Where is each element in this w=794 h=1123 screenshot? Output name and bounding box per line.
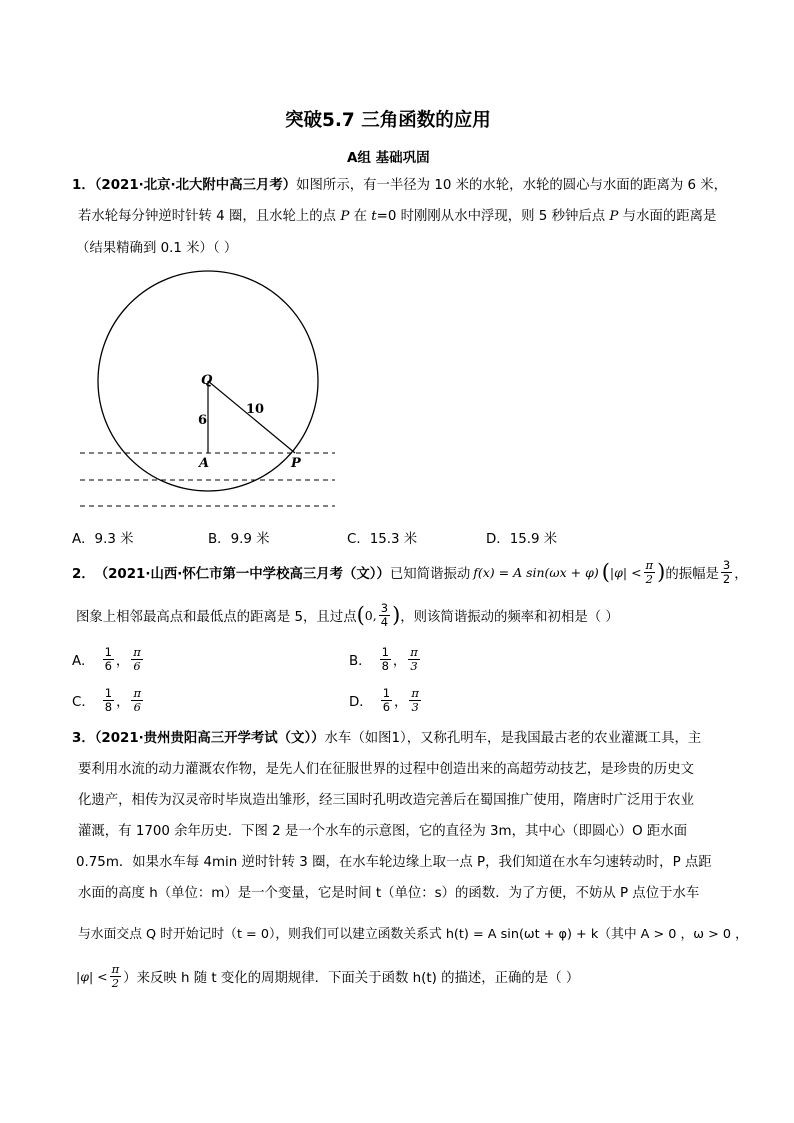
q2-line2	[76, 598, 619, 632]
q3-pi-over-2: $\frac{\pi}{2}$	[111, 961, 120, 990]
q3-number: 3．	[72, 731, 95, 746]
q3-line7: 与水面交点 Q 时开始记时（t = 0），则我们可以建立函数关系式 h(t) = A sin(ωt + φ) + k（其中 A > 0 ，ω > 0 ，	[78, 927, 748, 942]
q3-condition: |φ| <	[76, 968, 108, 984]
label-ten: 10	[246, 402, 265, 417]
q1-source: （2021·北京·北大附中高三月考）	[94, 178, 297, 193]
label-a: A	[199, 456, 210, 471]
label-q: Q	[201, 373, 213, 388]
q1-option-d[interactable]: D．15.9 米	[486, 532, 558, 547]
q1-text-2d: 与水面的距离是	[618, 209, 717, 224]
q3-line5: 0.75m．如果水车每 4min 逆时针转 3 圈，在水车轮边缘上取一点 P，我们知道在水车匀速转动时，P 点距	[76, 855, 712, 870]
q2-condition: |φ| <	[609, 564, 642, 580]
q2-paren-open: (	[601, 560, 610, 584]
q2-point-y: $\frac{3}{4}$	[380, 600, 389, 629]
q3-line1	[72, 729, 701, 749]
q1-line2	[78, 207, 716, 227]
q2-paren-close: )	[657, 560, 666, 584]
label-six: 6	[198, 413, 208, 428]
q1-option-b[interactable]: B．9.9 米	[208, 532, 270, 547]
q1-text-2b: 在	[349, 209, 372, 224]
q1-text-2a: 若水轮每分钟逆时针转 4 圈，且水轮上的点	[78, 209, 341, 224]
q2-intro: 已知简谐振动	[389, 566, 471, 582]
q1-var-p: P	[340, 209, 350, 224]
q2-text-2a: 图象上相邻最高点和最低点的距离是 5，且过点	[76, 609, 357, 625]
q1-option-c[interactable]: C．15.3 米	[347, 532, 418, 547]
q1-option-a[interactable]: A．9.3 米	[72, 532, 134, 547]
q2-pi-over-2: $\frac{\pi}{2}$	[645, 557, 654, 586]
q2-option-c[interactable]: C． $\frac{1}{8}$ ， $\frac{\pi}{6}$	[72, 685, 142, 714]
group-heading: A组 基础巩固	[347, 150, 430, 166]
q1-var-t: t	[371, 209, 377, 224]
q2-text-2b: ，则该简谐振动的频率和初相是（ ）	[400, 609, 619, 625]
page-title: 突破5.7 三角函数的应用	[285, 110, 491, 131]
q2-line1	[72, 555, 748, 589]
q3-line2: 要利用水流的动力灌溉农作物，是先人们在征服世界的过程中创造出来的高超劳动技艺，是珍贵的历史文	[78, 762, 694, 777]
q2-amplitude: $\frac{3}{2}$	[722, 557, 731, 586]
q2-comma: ，	[734, 566, 748, 582]
q1-number: 1．	[72, 178, 95, 193]
q3-line3: 化遗产，相传为汉灵帝时毕岚造出雏形，经三国时孔明改造完善后在蜀国推广使用，隋唐时广泛用于农业	[78, 793, 694, 808]
q2-option-b[interactable]: B． $\frac{1}{8}$ ， $\frac{\pi}{3}$	[349, 644, 418, 673]
q1-var-p2: P	[609, 209, 619, 224]
q1-text-2c: =0 时刚刚从水中浮现，则 5 秒钟后点	[376, 209, 610, 224]
q2-point-close: )	[392, 603, 401, 627]
q2-function: f(x) = A sin(ωx + φ)	[473, 564, 599, 580]
q2-option-d[interactable]: D． $\frac{1}{6}$ ， $\frac{\pi}{3}$	[349, 685, 419, 714]
waterwheel-figure	[70, 265, 350, 515]
q2-source: （2021·山西·怀仁市第一中学校高三月考（文））	[94, 566, 390, 582]
q1-line3: （结果精确到 0.1 米）（ ）	[76, 241, 238, 256]
q2-point-open: (	[356, 603, 365, 627]
q3-line6: 水面的高度 h（单位：m）是一个变量，它是时间 t（单位：s）的函数．为了方便，不妨从 P 点位于水车	[78, 886, 700, 901]
q2-number: 2．	[72, 566, 95, 582]
q3-text-8: ）来反映 h 随 t 变化的周期规律．下面关于函数 h(t) 的描述，正确的是（ ）	[123, 970, 580, 986]
q3-line8	[76, 959, 579, 993]
segment-qp	[208, 381, 295, 453]
q2-option-a[interactable]: A． $\frac{1}{6}$ ， $\frac{\pi}{6}$	[72, 644, 141, 673]
q2-point-x: 0,	[364, 607, 377, 623]
q2-amp-text: 的振幅是	[665, 566, 719, 582]
q1-line1	[72, 176, 727, 196]
q3-text-1: 水车（如图1），又称孔明车，是我国最古老的农业灌溉工具，主	[324, 731, 702, 746]
q3-source: （2021·贵州贵阳高三开学考试（文））	[94, 731, 325, 746]
q1-text-1: 如图所示，有一半径为 10 米的水轮，水轮的圆心与水面的距离为 6 米，	[296, 178, 728, 193]
q3-line4: 灌溉，有 1700 余年历史．下图 2 是一个水车的示意图，它的直径为 3m，其中心（即圆心）O 距水面	[78, 824, 688, 839]
label-p: P	[291, 456, 301, 471]
